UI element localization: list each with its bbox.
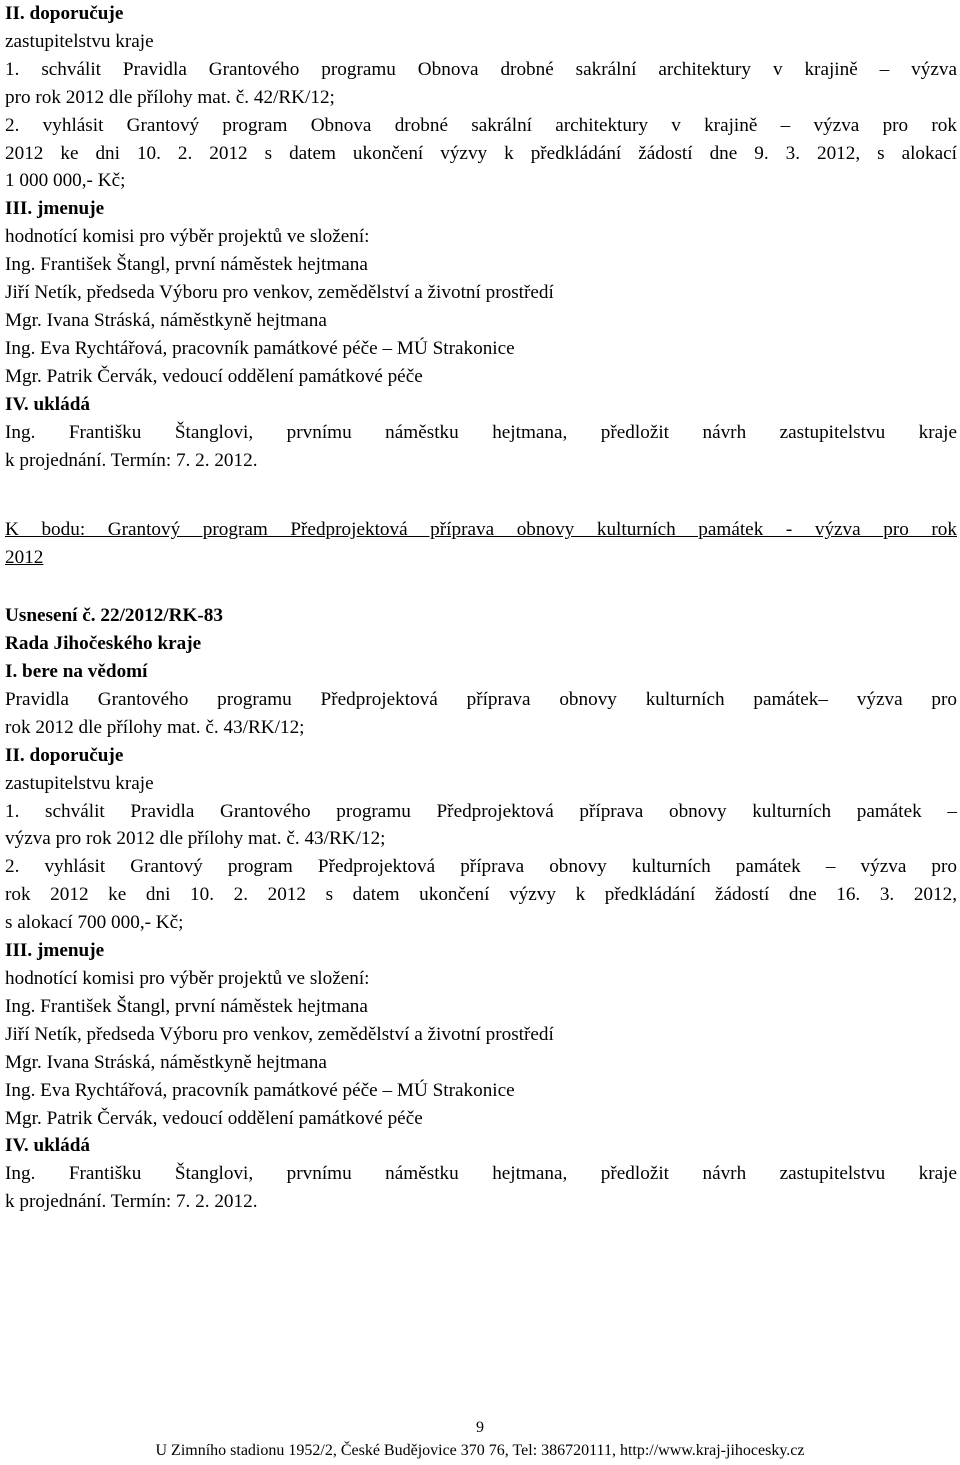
- commission-member: Mgr. Patrik Červák, vedoucí oddělení památkové péče: [5, 1107, 423, 1129]
- note-line-2: rok 2012 dle přílohy mat. č. 43/RK/12;: [5, 716, 305, 738]
- page-number: 9: [476, 1419, 484, 1436]
- document-body: [5, 0, 957, 1216]
- task-line-2: k projednání. Termín: 7. 2. 2012.: [5, 449, 258, 471]
- item-1-line-1: 1. schválit Pravidla Grantového programu Předprojektová příprava obnovy kulturních památek –: [5, 800, 957, 822]
- commission-member: Mgr. Ivana Stráská, náměstkyně hejtmana: [5, 309, 327, 331]
- heading-uklada: IV. ukládá: [5, 1135, 90, 1157]
- item-2-line-3: 1 000 000,- Kč;: [5, 170, 126, 192]
- heading-bere-na-vedomi: I. bere na vědomí: [5, 661, 148, 683]
- note-line-1: Pravidla Grantového programu Předprojektová příprava obnovy kulturních památek– výzva pro: [5, 688, 957, 710]
- commission-member: Ing. Eva Rychtářová, pracovník památkové péče – MÚ Strakonice: [5, 1079, 515, 1101]
- recipient: zastupitelstvu kraje: [5, 30, 154, 52]
- commission-intro: hodnotící komisi pro výběr projektů ve složení:: [5, 968, 370, 989]
- item-2-line-1: 2. vyhlásit Grantový program Předprojektová příprava obnovy kulturních památek – výzva pro: [5, 856, 957, 878]
- commission-member: Jiří Netík, předseda Výboru pro venkov, zemědělství a životní prostředí: [5, 282, 554, 304]
- commission-intro: hodnotící komisi pro výběr projektů ve složení:: [5, 226, 370, 248]
- agenda-title-line-2: 2012: [5, 547, 44, 569]
- resolution-body: Rada Jihočeského kraje: [5, 633, 202, 655]
- footer-address: U Zimního stadionu 1952/2, České Budějovice 370 76, Tel: 386720111, http://www.kraj-jihocesky.cz: [155, 1442, 805, 1459]
- resolution-number: Usnesení č. 22/2012/RK-83: [5, 605, 223, 627]
- task-line-1: Ing. Františku Štanglovi, prvnímu náměstku hejtmana, předložit návrh zastupitelstvu kraje: [5, 421, 957, 443]
- commission-member: Mgr. Ivana Stráská, náměstkyně hejtmana: [5, 1051, 327, 1073]
- item-2-line-2: rok 2012 ke dni 10. 2. 2012 s datem ukončení výzvy k předkládání žádostí dne 16. 3. 2012,: [5, 884, 957, 906]
- recipient: zastupitelstvu kraje: [5, 772, 154, 794]
- item-2-line-1: 2. vyhlásit Grantový program Obnova drobné sakrální architektury v krajině – výzva pro rok: [5, 114, 957, 136]
- item-2-line-3: s alokací 700 000,- Kč;: [5, 912, 184, 934]
- heading-jmenuje: III. jmenuje: [5, 198, 105, 220]
- item-1-line-2: výzva pro rok 2012 dle přílohy mat. č. 43/RK/12;: [5, 828, 386, 850]
- item-1-line-2: pro rok 2012 dle přílohy mat. č. 42/RK/12;: [5, 86, 335, 108]
- commission-member: Ing. František Štangl, první náměstek hejtmana: [5, 995, 368, 1017]
- heading-uklada: IV. ukládá: [5, 393, 90, 415]
- heading-doporucuje: II. doporučuje: [5, 3, 124, 24]
- commission-member: Ing. Eva Rychtářová, pracovník památkové péče – MÚ Strakonice: [5, 337, 515, 359]
- heading-jmenuje: III. jmenuje: [5, 940, 105, 962]
- commission-member: Mgr. Patrik Červák, vedoucí oddělení památkové péče: [5, 365, 423, 387]
- heading-doporucuje: II. doporučuje: [5, 744, 124, 766]
- spacer: [5, 474, 957, 516]
- commission-member: Jiří Netík, předseda Výboru pro venkov, zemědělství a životní prostředí: [5, 1023, 554, 1045]
- commission-member: Ing. František Štangl, první náměstek hejtmana: [5, 254, 368, 276]
- item-1-line-1: 1. schválit Pravidla Grantového programu Obnova drobné sakrální architektury v krajině – výzva: [5, 58, 957, 80]
- item-2-line-2: 2012 ke dni 10. 2. 2012 s datem ukončení výzvy k předkládání žádostí dne 9. 3. 2012, s alokací: [5, 142, 957, 164]
- spacer: [5, 572, 957, 602]
- task-line-1: Ing. Františku Štanglovi, prvnímu náměstku hejtmana, předložit návrh zastupitelstvu kraje: [5, 1163, 957, 1185]
- task-line-2: k projednání. Termín: 7. 2. 2012.: [5, 1191, 258, 1213]
- agenda-title-line-1: K bodu: Grantový program Předprojektová příprava obnovy kulturních památek - výzva pro rok: [5, 519, 957, 541]
